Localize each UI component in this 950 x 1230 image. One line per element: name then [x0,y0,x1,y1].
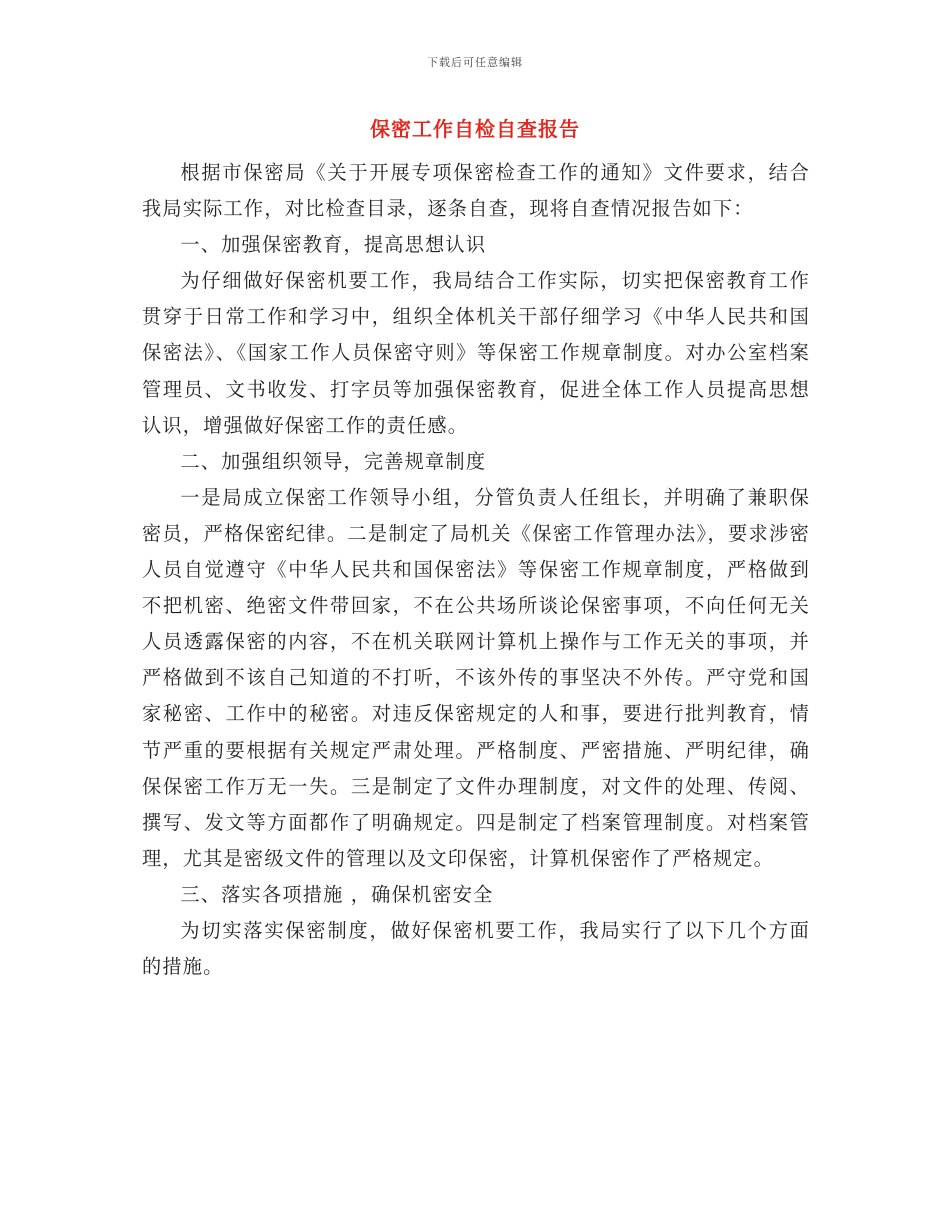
document-body [142,155,810,985]
section-2-paragraph: 一是局成立保密工作领导小组，分管负责人任组长，并明确了兼职保密员，严格保密纪律。二是制定了局机关《保密工作管理办法》，要求涉密人员自觉遵守《中华人民共和国保密法》等保密工作规章制度，严格做到不把机密、绝密文件带回家，不在公共场所谈论保密事项，不向任何无关人员透露保密的内容，不在机关联网计算机上操作与工作无关的事项，并严格做到不该自己知道的不打听，不该外传的事坚决不外传。严守党和国家秘密、工作中的秘密。对违反保密规定的人和事，要进行批判教育，情节严重的要根据有关规定严肃处理。严格制度、严密措施、严明纪律，确保保密工作万无一失。三是制定了文件办理制度，对文件的处理、传阅、撰写、发文等方面都作了明确规定。四是制定了档案管理制度。对档案管理，尤其是密级文件的管理以及文印保密，计算机保密作了严格规定。 [142,485,810,870]
document-title: 保密工作自检自查报告 [370,117,580,141]
section-heading-3: 三、落实各项措施 ，确保机密安全 [180,882,494,906]
section-heading-1: 一、加强保密教育，提高思想认识 [180,233,487,257]
section-heading-2: 二、加强组织领导，完善规章制度 [180,449,487,473]
header-note: 下载后可任意编辑 [427,56,523,69]
section-1-paragraph: 为仔细做好保密机要工作，我局结合工作实际，切实把保密教育工作贯穿于日常工作和学习中，组织全体机关干部仔细学习《中华人民共和国保密法》、《国家工作人员保密守则》等保密工作规章制度。对办公室档案管理员、文书收发、打字员等加强保密教育，促进全体工作人员提高思想认识，增强做好保密工作的责任感。 [142,269,810,437]
section-3-paragraph: 为切实落实保密制度，做好保密机要工作，我局实行了以下几个方面的措施。 [142,918,810,979]
intro-paragraph: 根据市保密局《关于开展专项保密检查工作的通知》文件要求，结合我局实际工作，对比检查目录，逐条自查，现将自查情况报告如下： [142,161,810,221]
